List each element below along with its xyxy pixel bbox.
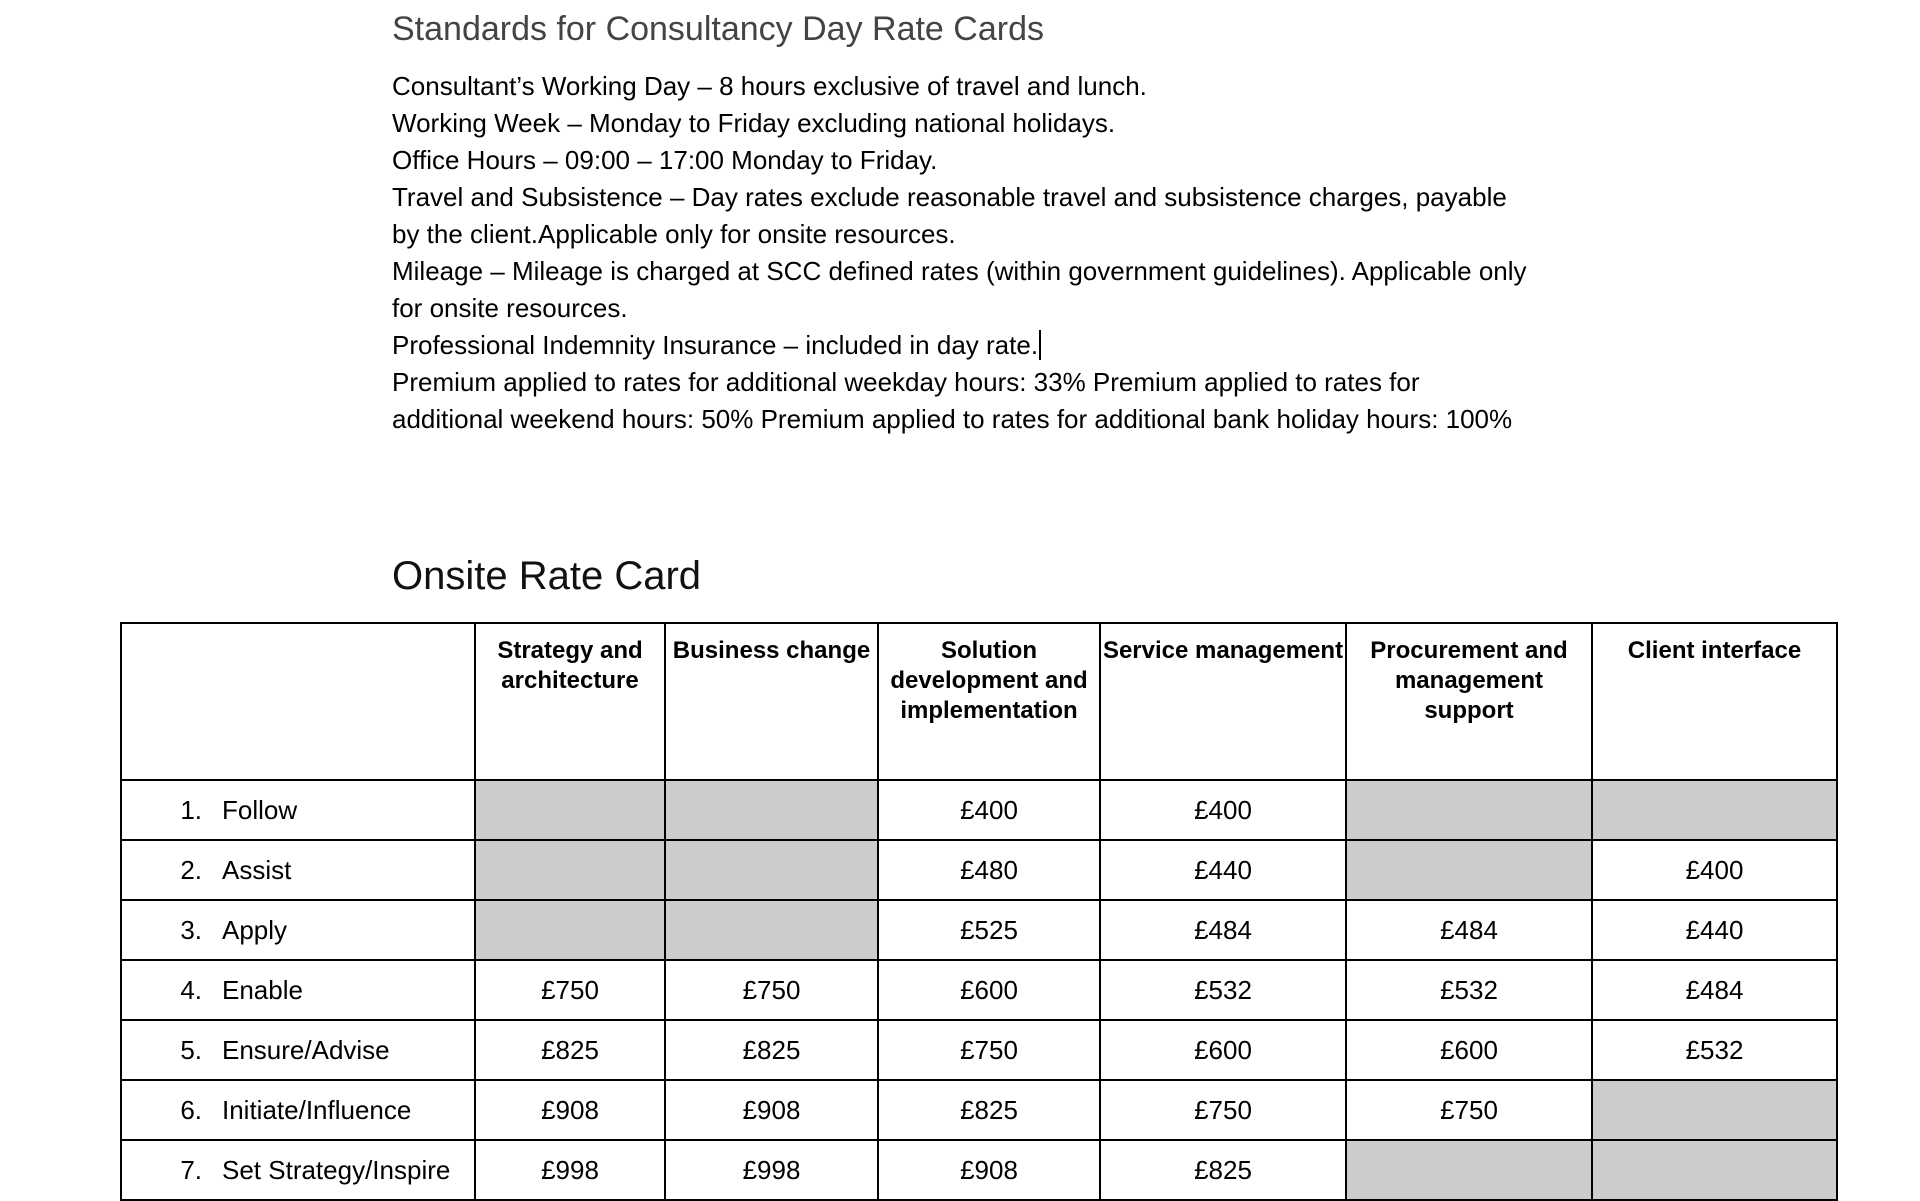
paragraph-premiums: Premium applied to rates for additional weekday hours: 33% Premium applied to rates for additional weekend hours: 50% Premium applied to rates for additional bank holiday hours: 100% [392, 367, 1513, 434]
rate-cell: £825 [1100, 1140, 1346, 1200]
rate-cell: £998 [475, 1140, 665, 1200]
rate-cell: £532 [1100, 960, 1346, 1020]
paragraph-office-hours: Office Hours – 09:00 – 17:00 Monday to Friday. [392, 145, 938, 175]
rate-cell [1346, 1140, 1592, 1200]
page-title: Standards for Consultancy Day Rate Cards [392, 10, 1044, 48]
row-label-cell [121, 900, 475, 960]
table-row [121, 840, 1837, 900]
rate-cell [665, 900, 878, 960]
rate-cell: £484 [1346, 900, 1592, 960]
rate-cell: £908 [475, 1080, 665, 1140]
column-header: Strategy and architecture [475, 623, 665, 780]
onsite-rate-table [120, 622, 1838, 1201]
paragraph-working-day: Consultant’s Working Day – 8 hours exclusive of travel and lunch. [392, 71, 1147, 101]
rate-cell: £525 [878, 900, 1100, 960]
header-corner-cell [121, 623, 475, 780]
rate-cell [475, 780, 665, 840]
rate-cell: £825 [665, 1020, 878, 1080]
standards-text[interactable] [392, 68, 1532, 438]
row-label: Set Strategy/Inspire [222, 1154, 451, 1185]
paragraph-mileage: Mileage – Mileage is charged at SCC defined rates (within government guidelines). Applicable only for onsite resources. [392, 256, 1527, 323]
rate-cell: £532 [1592, 1020, 1837, 1080]
row-label: Follow [222, 794, 298, 825]
rate-cell [1592, 1080, 1837, 1140]
column-header: Procurement and management support [1346, 623, 1592, 780]
rate-cell: £825 [475, 1020, 665, 1080]
row-number: 4. [180, 974, 202, 1005]
rate-cell: £908 [665, 1080, 878, 1140]
row-label-cell [121, 1020, 475, 1080]
rate-cell: £484 [1100, 900, 1346, 960]
row-number: 2. [180, 854, 202, 885]
rate-cell: £908 [878, 1140, 1100, 1200]
row-label: Ensure/Advise [222, 1034, 390, 1065]
rate-cell: £750 [1100, 1080, 1346, 1140]
row-label: Enable [222, 974, 303, 1005]
rate-cell: £600 [878, 960, 1100, 1020]
row-number: 1. [180, 794, 202, 825]
rate-cell: £440 [1592, 900, 1837, 960]
column-header: Solution development and implementation [878, 623, 1100, 780]
table-row [121, 780, 1837, 840]
rate-cell: £440 [1100, 840, 1346, 900]
row-label-cell [121, 960, 475, 1020]
table-row [121, 1140, 1837, 1200]
rate-cell [1346, 840, 1592, 900]
rate-cell: £532 [1346, 960, 1592, 1020]
row-label-cell [121, 840, 475, 900]
row-number: 6. [180, 1094, 202, 1125]
rate-cell: £998 [665, 1140, 878, 1200]
row-label: Apply [222, 914, 288, 945]
rate-cell: £750 [665, 960, 878, 1020]
rate-cell [1592, 1140, 1837, 1200]
table-row [121, 1080, 1837, 1140]
rate-cell: £750 [1346, 1080, 1592, 1140]
rate-cell [475, 840, 665, 900]
rate-cell: £825 [878, 1080, 1100, 1140]
paragraph-indemnity [392, 327, 1532, 364]
paragraph-working-week: Working Week – Monday to Friday excluding national holidays. [392, 108, 1116, 138]
rate-cell: £480 [878, 840, 1100, 900]
rate-cell [665, 840, 878, 900]
row-label-cell [121, 780, 475, 840]
rate-cell: £750 [878, 1020, 1100, 1080]
rate-cell: £600 [1346, 1020, 1592, 1080]
row-number: 3. [180, 914, 202, 945]
rate-cell: £400 [878, 780, 1100, 840]
table-row [121, 1020, 1837, 1080]
rate-cell [475, 900, 665, 960]
column-header: Service management [1100, 623, 1346, 780]
rate-cell: £600 [1100, 1020, 1346, 1080]
rate-cell: £484 [1592, 960, 1837, 1020]
table-header-row [121, 623, 1837, 780]
row-number: 7. [180, 1154, 202, 1185]
column-header: Client interface [1592, 623, 1837, 780]
row-label-cell [121, 1140, 475, 1200]
rate-cell [1592, 780, 1837, 840]
rate-cell: £750 [475, 960, 665, 1020]
rate-cell: £400 [1100, 780, 1346, 840]
row-number: 5. [180, 1034, 202, 1065]
table-row [121, 960, 1837, 1020]
section-heading: Onsite Rate Card [392, 554, 702, 598]
rate-cell [1346, 780, 1592, 840]
paragraph-indemnity-text: Professional Indemnity Insurance – included in day rate. [392, 330, 1039, 360]
column-header: Business change [665, 623, 878, 780]
row-label: Initiate/Influence [222, 1094, 412, 1125]
rate-cell [665, 780, 878, 840]
table-row [121, 900, 1837, 960]
paragraph-travel-subsistence: Travel and Subsistence – Day rates exclude reasonable travel and subsistence charges, payable by the client.Applicable only for onsite resources. [392, 182, 1507, 249]
rate-cell: £400 [1592, 840, 1837, 900]
text-cursor [1039, 330, 1041, 360]
row-label: Assist [222, 854, 292, 885]
row-label-cell [121, 1080, 475, 1140]
